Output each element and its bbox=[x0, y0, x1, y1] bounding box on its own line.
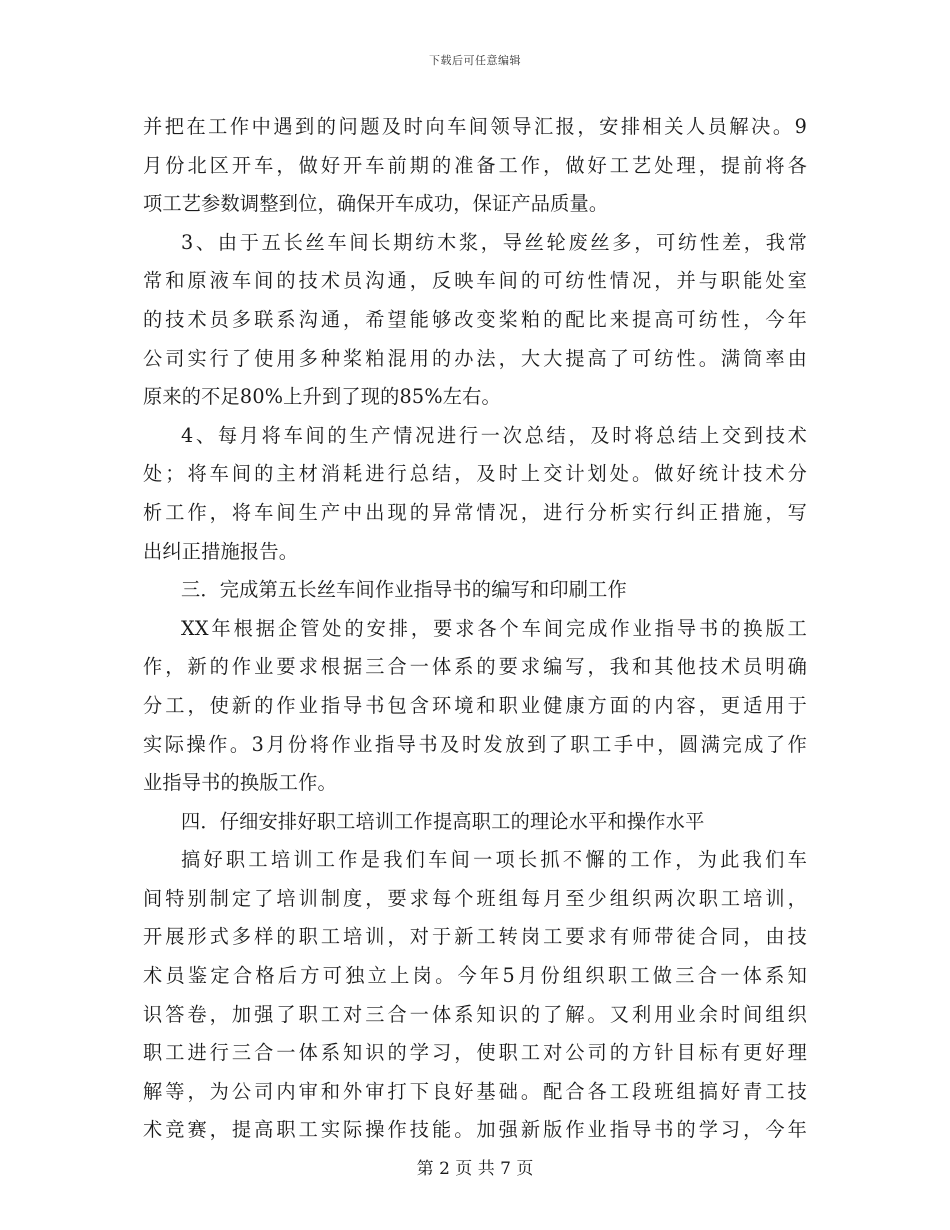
text-line: 四．仔细安排好职工培训工作提高职工的理论水平和操作水平 bbox=[181, 809, 705, 833]
text-line: 开展形式多样的职工培训，对于新工转岗工要求有师带徒合同，由技 bbox=[143, 925, 807, 949]
text-line: 实际操作。3月份将作业指导书及时发放到了职工手中，圆满完成了作 bbox=[143, 732, 807, 756]
text-line: 间特别制定了培训制度，要求每个班组每月至少组织两次职工培训， bbox=[143, 886, 807, 910]
text-line: 处；将车间的主材消耗进行总结，及时上交计划处。做好统计技术分 bbox=[143, 462, 807, 486]
text-line: 出纠正措施报告。 bbox=[143, 539, 299, 563]
text-line: XX年根据企管处的安排，要求各个车间完成作业指导书的换版工 bbox=[181, 616, 807, 640]
text-line: 作，新的作业要求根据三合一体系的要求编写，我和其他技术员明确 bbox=[143, 655, 807, 679]
text-line: 识答卷，加强了职工对三合一体系知识的了解。又利用业余时间组织 bbox=[143, 1002, 807, 1026]
text-line: 析工作，将车间生产中出现的异常情况，进行分析实行纠正措施，写 bbox=[143, 500, 807, 524]
text-line: 术竞赛，提高职工实际操作技能。加强新版作业指导书的学习，今年 bbox=[143, 1118, 807, 1142]
text-line: 月份北区开车，做好开车前期的准备工作，做好工艺处理，提前将各 bbox=[143, 153, 807, 177]
text-line: 原来的不足80%上升到了现的85%左右。 bbox=[143, 385, 501, 409]
page-footer: 第 2 页 共 7 页 bbox=[416, 1159, 534, 1179]
text-line: 职工进行三合一体系知识的学习，使职工对公司的方针目标有更好理 bbox=[143, 1041, 807, 1065]
text-line: 常和原液车间的技术员沟通，反映车间的可纺性情况，并与职能处室 bbox=[143, 269, 807, 293]
text-line: 并把在工作中遇到的问题及时向车间领导汇报，安排相关人员解决。9 bbox=[143, 115, 807, 138]
document-body bbox=[143, 108, 807, 1150]
text-line: 搞好职工培训工作是我们车间一项长抓不懈的工作，为此我们车 bbox=[181, 848, 807, 872]
text-line: 三．完成第五长丝车间作业指导书的编写和印刷工作 bbox=[181, 578, 627, 602]
text-line: 公司实行了使用多种桨粕混用的办法，大大提高了可纺性。满筒率由 bbox=[143, 346, 807, 370]
text-line: 项工艺参数调整到位，确保开车成功，保证产品质量。 bbox=[143, 192, 609, 216]
text-line: 的技术员多联系沟通，希望能够改变桨粕的配比来提高可纺性，今年 bbox=[143, 307, 807, 331]
text-line: 3、由于五长丝车间长期纺木浆，导丝轮废丝多，可纺性差，我常 bbox=[181, 230, 807, 254]
text-line: 分工，使新的作业指导书包含环境和职业健康方面的内容，更适用于 bbox=[143, 693, 807, 717]
text-line: 业指导书的换版工作。 bbox=[143, 771, 337, 795]
page-header: 下载后可任意编辑 bbox=[429, 54, 521, 67]
text-line: 解等，为公司内审和外审打下良好基础。配合各工段班组搞好青工技 bbox=[143, 1079, 807, 1103]
text-line: 4、每月将车间的生产情况进行一次总结，及时将总结上交到技术 bbox=[181, 423, 807, 447]
text-line: 术员鉴定合格后方可独立上岗。今年5月份组织职工做三合一体系知 bbox=[143, 964, 807, 988]
